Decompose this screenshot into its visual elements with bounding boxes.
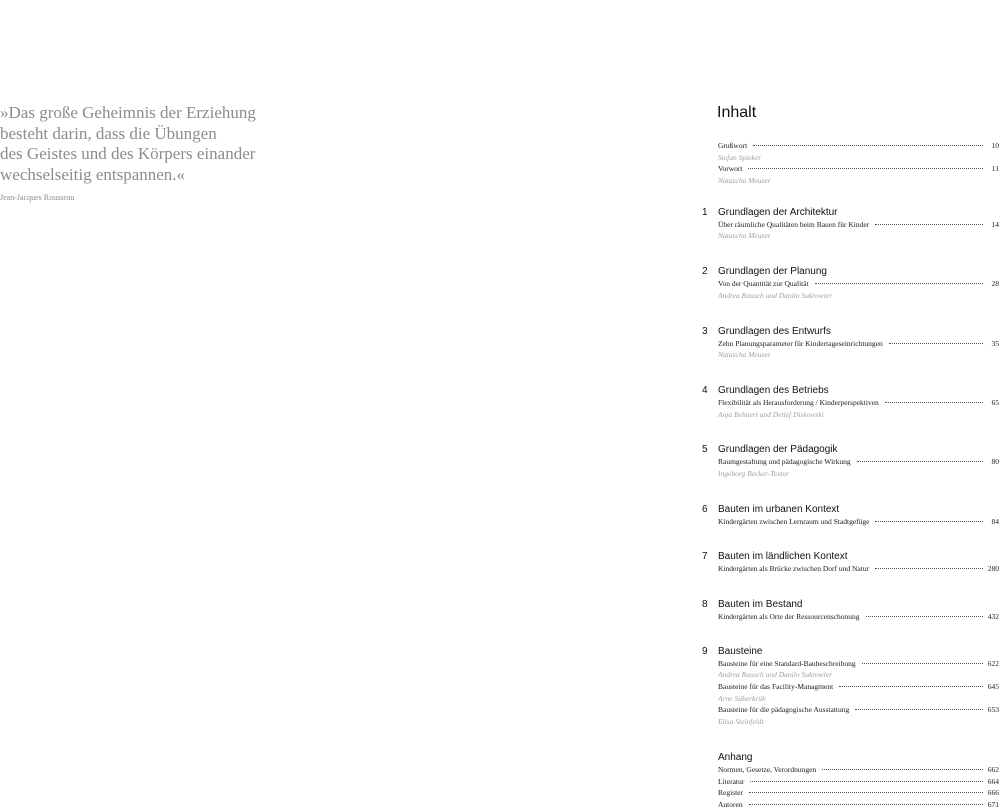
toc-entry-title: Raumgestaltung und pädagogische Wirkung — [718, 457, 851, 467]
toc-section — [700, 444, 1000, 479]
toc-section-title: Grundlagen der Planung — [718, 266, 827, 278]
toc-leader-dots — [875, 521, 983, 522]
toc-section-number: 4 — [702, 384, 708, 396]
epigraph-quote — [0, 103, 330, 185]
toc-entry-author: Arne Süberkrüb — [718, 693, 766, 703]
toc-section-number: 7 — [702, 551, 708, 563]
toc-entry-author: Stefan Spieker — [718, 152, 762, 162]
toc-section-heading[interactable] — [700, 326, 1000, 338]
toc-entry-title: Bausteine für eine Standard-Baubeschreibung — [718, 658, 856, 668]
toc-entry[interactable] — [718, 163, 999, 175]
toc-entry-title: Grußwort — [718, 141, 748, 150]
toc-entry-title: Bausteine für das Facility-Managment — [718, 682, 834, 692]
toc-page-number: 664 — [987, 776, 999, 786]
toc-page-number: 671 — [987, 799, 999, 809]
toc-entry-title: Zehn Planungsparameter für Kindertageseinrichtungen — [718, 338, 883, 348]
toc-section — [700, 385, 1000, 420]
toc-front-matter — [700, 140, 1000, 187]
toc-leader-dots — [855, 709, 983, 710]
toc-leader-dots — [875, 568, 983, 569]
toc-section-heading[interactable] — [700, 551, 1000, 563]
toc-leader-dots — [862, 663, 983, 664]
toc-leader-dots — [866, 616, 984, 617]
toc-page-number: 80 — [991, 457, 999, 467]
toc-page-number: 84 — [991, 516, 999, 526]
toc-leader-dots — [750, 781, 983, 782]
toc-leader-dots — [822, 769, 983, 770]
toc-page-number: 10 — [991, 141, 999, 150]
toc-section-number: 6 — [702, 503, 708, 515]
toc-section — [700, 326, 1000, 361]
toc-section — [700, 504, 1000, 528]
toc-leader-dots — [815, 283, 983, 284]
toc-entry-author: Natascha Meuser — [718, 176, 771, 186]
toc-entry-title: Autoren — [718, 799, 743, 809]
toc-entry[interactable] — [718, 704, 999, 716]
toc-section-title: Bauten im ländlichen Kontext — [718, 551, 848, 563]
toc-entry-author: Natascha Meuser — [718, 350, 771, 360]
table-of-contents — [700, 140, 1000, 811]
toc-entry-author: Natascha Meuser — [718, 231, 771, 241]
toc-leader-dots — [857, 461, 983, 462]
toc-entry-author: Elisa Steinfeldt — [718, 717, 764, 727]
toc-section-number: 5 — [702, 444, 708, 456]
toc-page-number: 14 — [991, 219, 999, 229]
toc-page-number: 280 — [987, 564, 999, 574]
toc-page-number: 653 — [987, 705, 999, 715]
toc-section-number: 8 — [702, 599, 708, 610]
toc-section-heading[interactable] — [700, 646, 1000, 658]
toc-section — [700, 551, 1000, 575]
toc-section-number: 1 — [702, 206, 708, 218]
quote-author: Jean-Jacques Rousseau — [0, 193, 75, 202]
toc-entry[interactable] — [718, 516, 999, 528]
toc-entry-title: Vorwort — [718, 164, 743, 174]
toc-leader-dots — [875, 224, 983, 225]
toc-entry[interactable] — [718, 799, 999, 811]
toc-entry-author: Andrea Rausch und Danilo Sukrowier — [718, 290, 833, 300]
toc-page-number: 432 — [987, 612, 999, 621]
toc-section-heading[interactable] — [700, 207, 1000, 219]
toc-entry-title: Flexibilität als Herausforderung / Kinderperspektiven — [718, 397, 879, 407]
toc-entry-title: Über räumliche Qualitäten beim Bauen für Kinder — [718, 219, 870, 229]
toc-entry-title: Literatur — [718, 776, 745, 786]
quote-line: des Geistes und des Körpers einander — [0, 144, 256, 163]
toc-section — [700, 646, 1000, 728]
toc-section-heading[interactable] — [700, 599, 1000, 611]
quote-line: »Das große Geheimnis der Erziehung — [0, 103, 256, 122]
toc-page-number: 28 — [991, 279, 999, 289]
toc-entry-title: Kindergärten als Orte der Ressourcenschonung — [718, 612, 860, 621]
toc-page-number: 666 — [987, 788, 999, 798]
toc-section-title: Bausteine — [718, 645, 763, 657]
toc-entry-title: Kindergärten zwischen Lernraum und Stadtgefüge — [718, 516, 870, 526]
toc-entry[interactable] — [718, 456, 999, 468]
toc-section-heading[interactable] — [700, 444, 1000, 456]
toc-page-number: 65 — [991, 397, 999, 407]
quote-line: besteht darin, dass die Übungen — [0, 123, 217, 143]
toc-entry-author: Andrea Rausch und Danilo Sukrowier — [718, 670, 833, 680]
toc-entry[interactable] — [718, 140, 999, 152]
toc-entry-title: Normen, Gesetze, Verordnungen — [718, 764, 817, 774]
toc-section-heading[interactable] — [700, 504, 1000, 516]
toc-section-title: Grundlagen des Entwurfs — [718, 325, 831, 337]
toc-page-number: 622 — [987, 658, 999, 668]
toc-page-number: 35 — [991, 338, 999, 348]
toc-entry-author: Ingeborg Becker-Textor — [718, 468, 790, 478]
toc-leader-dots — [753, 145, 983, 146]
toc-section-title: Bauten im urbanen Kontext — [718, 503, 840, 515]
toc-section-title: Anhang — [718, 751, 753, 763]
toc-section-title: Bauten im Bestand — [718, 599, 803, 610]
toc-section — [700, 207, 1000, 242]
toc-entry[interactable] — [718, 278, 999, 290]
toc-section-number: 3 — [702, 325, 708, 337]
toc-entry[interactable] — [718, 681, 999, 693]
toc-entry[interactable] — [718, 563, 999, 575]
toc-entry[interactable] — [718, 611, 999, 623]
toc-entry-author: Anja Behnert und Detlef Diskowski — [718, 409, 824, 419]
toc-section-title: Grundlagen des Betriebs — [718, 384, 829, 396]
toc-leader-dots — [749, 792, 983, 793]
toc-entry-title: Von der Quantität zur Qualität — [718, 279, 809, 289]
toc-entry-title: Bausteine für die pädagogische Ausstattung — [718, 705, 850, 715]
toc-leader-dots — [749, 804, 983, 805]
toc-page-number: 11 — [991, 164, 999, 174]
toc-entry-title: Kindergärten als Brücke zwischen Dorf und Natur — [718, 564, 870, 574]
toc-entry[interactable] — [718, 397, 999, 409]
toc-leader-dots — [748, 168, 983, 169]
toc-section-title: Grundlagen der Architektur — [718, 206, 838, 218]
toc-section-heading[interactable] — [700, 752, 1000, 764]
toc-section — [700, 599, 1000, 623]
toc-leader-dots — [839, 686, 983, 687]
toc-entry[interactable] — [718, 776, 999, 788]
toc-section — [700, 752, 1000, 811]
toc-section-heading[interactable] — [700, 385, 1000, 397]
toc-entry[interactable] — [718, 338, 999, 350]
toc-section-number: 2 — [702, 266, 708, 278]
toc-entry-title: Register — [718, 788, 743, 798]
toc-section-heading[interactable] — [700, 266, 1000, 278]
toc-section-number: 9 — [702, 645, 708, 657]
toc-section — [700, 266, 1000, 301]
toc-leader-dots — [889, 343, 983, 344]
toc-page-number: 645 — [987, 682, 999, 692]
quote-line: wechselseitig entspannen.« — [0, 164, 186, 184]
toc-title: Inhalt — [717, 104, 757, 121]
toc-page-number: 662 — [987, 764, 999, 774]
toc-entry[interactable] — [718, 219, 999, 231]
toc-section-title: Grundlagen der Pädagogik — [718, 444, 838, 456]
toc-entry[interactable] — [718, 787, 999, 799]
toc-entry[interactable] — [718, 658, 999, 670]
toc-entry[interactable] — [718, 764, 999, 776]
toc-leader-dots — [885, 402, 983, 403]
